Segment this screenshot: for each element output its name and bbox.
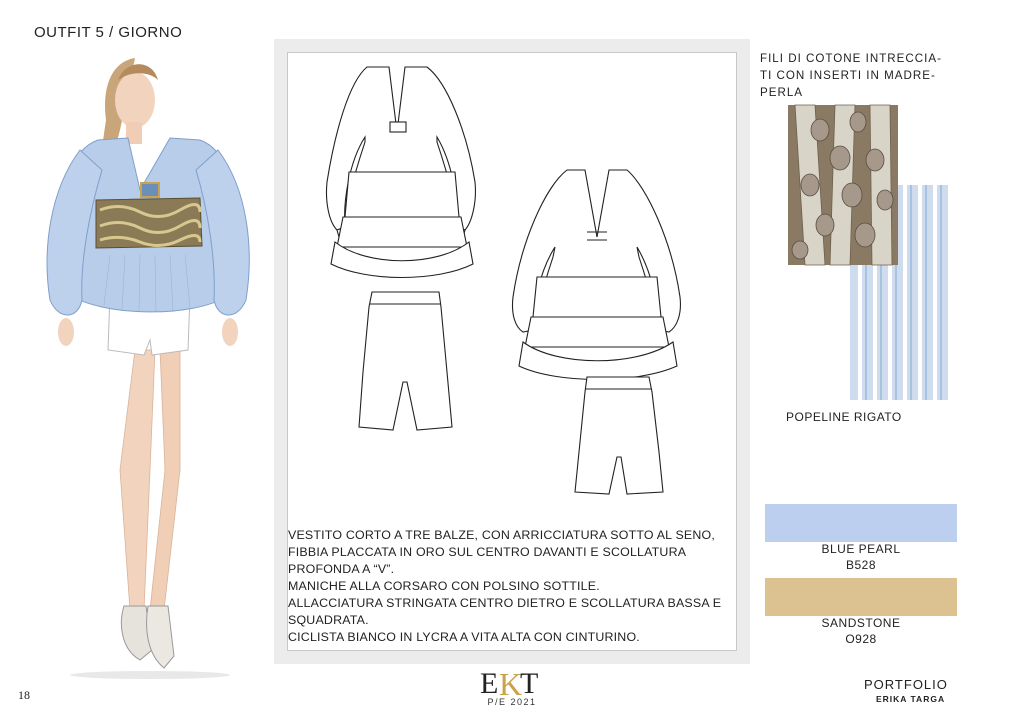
fabric-note-line: PERLA (760, 86, 804, 99)
fabric-note-line: FILI DI COTONE INTRECCIA- (760, 52, 942, 65)
description-line: VESTITO CORTO A TRE BALZE, CON ARRICCIATURA SOTTO AL SENO, FIBBIA PLACCATA IN ORO SUL CENTRO DAVANTI E SCOLLATURA PROFONDA A “V”. (288, 528, 716, 576)
color-name: SANDSTONE (821, 616, 901, 630)
description-line: CICLISTA BIANCO IN LYCRA A VITA ALTA CON CINTURINO. (288, 630, 640, 644)
popeline-label: POPELINE RIGATO (786, 410, 902, 424)
description-line: ALLACCIATURA STRINGATA CENTRO DIETRO E SCOLLATURA BASSA E SQUADRATA. (288, 596, 722, 627)
logo-letter: K (499, 666, 523, 702)
logo-letter: T (520, 667, 539, 700)
color-code: B528 (845, 558, 877, 572)
fabric-note-line: TI CON INSERTI IN MADRE- (760, 69, 936, 82)
logo-letter: E (480, 667, 499, 700)
garment-description (288, 527, 738, 646)
fashion-illustration-figure-icon (40, 50, 270, 680)
color-code: O928 (845, 632, 877, 646)
color-name: BLUE PEARL (821, 542, 901, 556)
page-number: 18 (18, 688, 30, 702)
technical-flat-drawings-icon (287, 52, 737, 522)
page-title: OUTFIT 5 / GIORNO (34, 24, 183, 41)
portfolio-title: PORTFOLIO (864, 677, 948, 692)
designer-name: ERIKA TARGA (876, 694, 946, 704)
color-chip-sandstone (765, 578, 957, 616)
season-label: P/E 2021 (487, 697, 537, 707)
fabric-note (760, 50, 975, 101)
color-chip-blue-pearl (765, 504, 957, 542)
fabric-swatch-photo-icon (780, 100, 980, 410)
description-line: MANICHE ALLA CORSARO CON POLSINO SOTTILE. (288, 579, 600, 593)
